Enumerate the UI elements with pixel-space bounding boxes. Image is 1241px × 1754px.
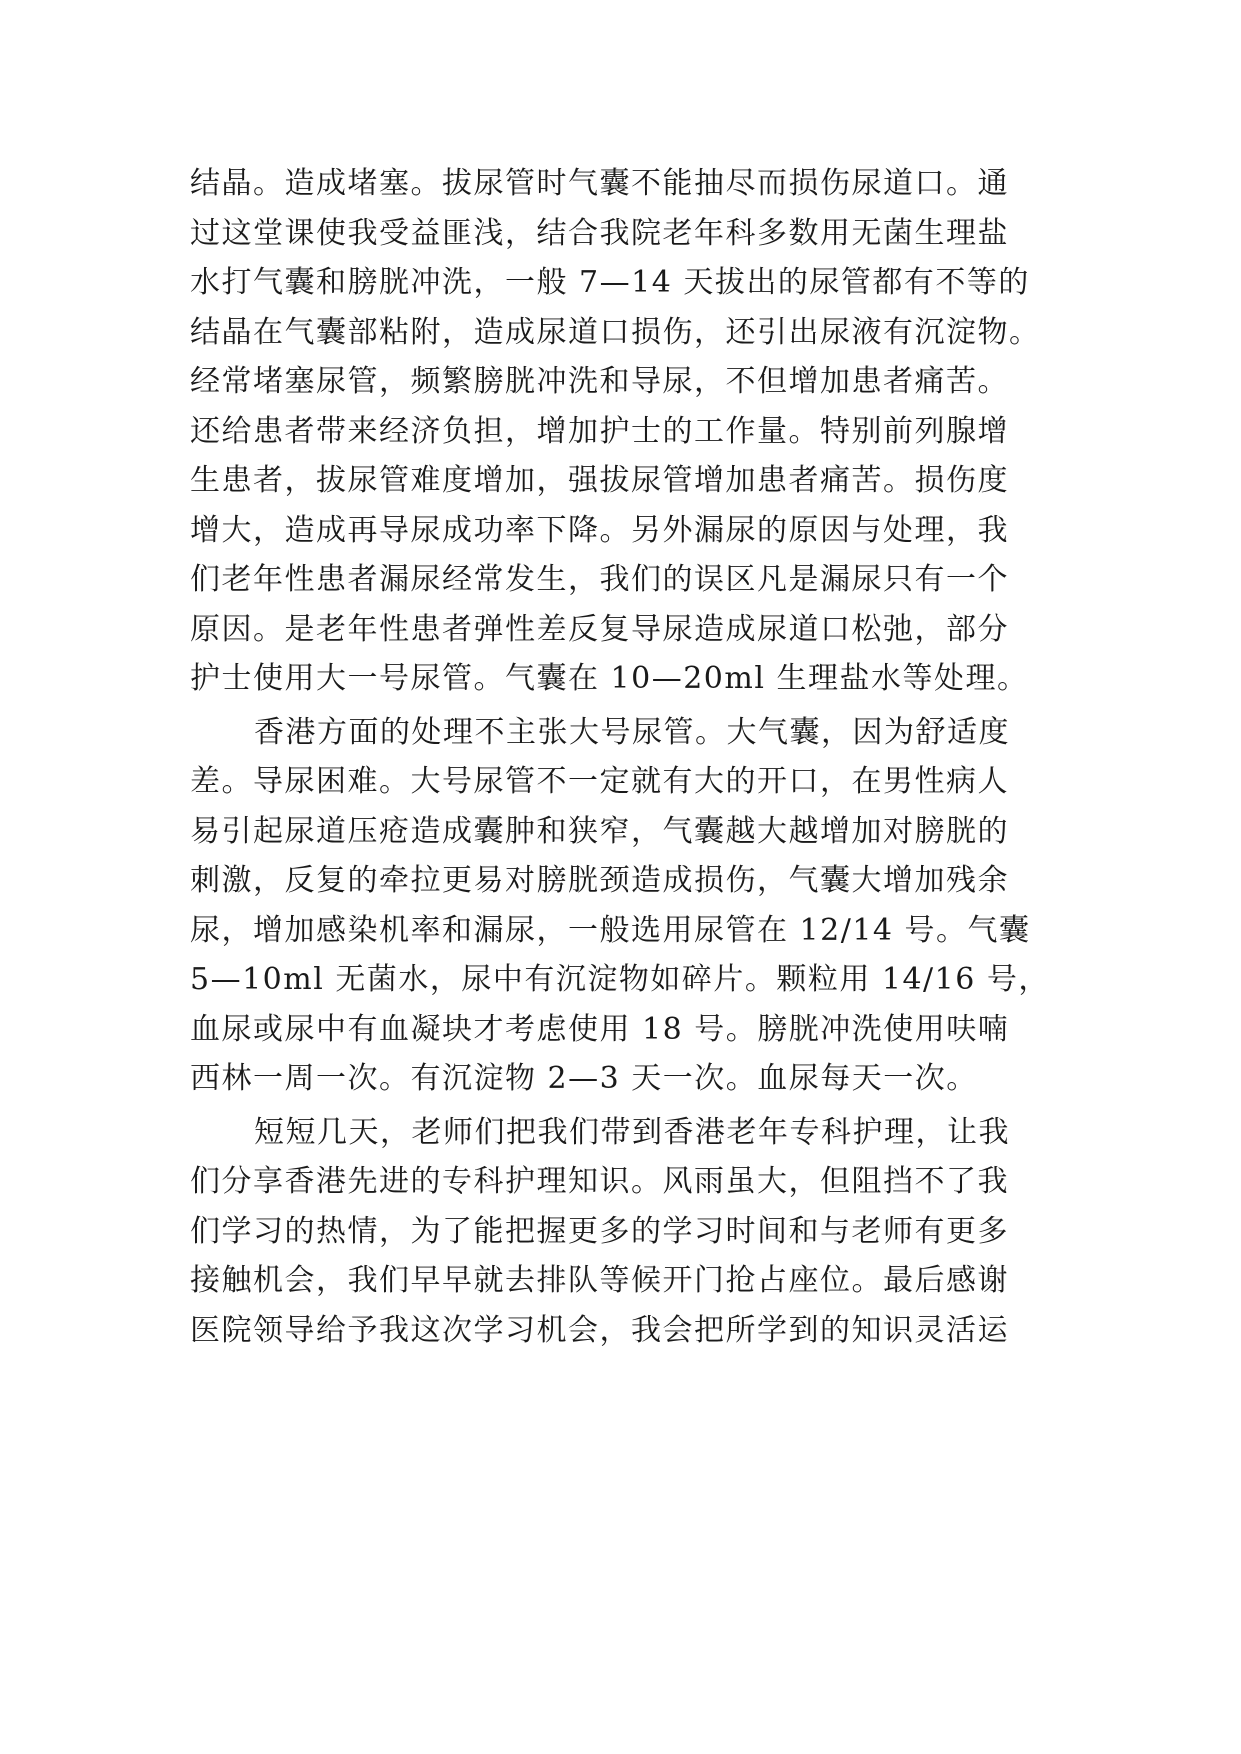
text-line: 原因。是老年性患者弹性差反复导尿造成尿道口松弛，部分 xyxy=(190,611,1009,647)
paragraph-start-line: 香港方面的处理不主张大号尿管。大气囊，因为舒适度 xyxy=(254,714,1010,750)
text-line: 医院领导给予我这次学习机会，我会把所学到的知识灵活运 xyxy=(190,1312,1009,1348)
text-line: 接触机会，我们早早就去排队等候开门抢占座位。最后感谢 xyxy=(190,1263,1009,1298)
text-line: 西林一周一次。有沉淀物 2—3 天一次。血尿每天一次。 xyxy=(190,1061,978,1096)
text-line: 刺激，反复的牵拉更易对膀胱颈造成损伤，气囊大增加残余 xyxy=(190,863,1009,898)
text-line: 护士使用大一号尿管。气囊在 10—20ml 生理盐水等处理。 xyxy=(190,661,1029,696)
text-line: 过这堂课使我受益匪浅，结合我院老年科多数用无菌生理盐 xyxy=(190,215,1009,251)
text-line: 经常堵塞尿管，频繁膀胱冲洗和导尿，不但增加患者痛苦。 xyxy=(190,364,1009,399)
text-line: 易引起尿道压疮造成囊肿和狭窄，气囊越大越增加对膀胱的 xyxy=(190,813,1009,849)
text-line: 血尿或尿中有血凝块才考虑使用 18 号。膀胱冲洗使用呋喃 xyxy=(190,1011,1010,1047)
text-line: 增大，造成再导尿成功率下降。另外漏尿的原因与处理，我 xyxy=(190,512,1009,548)
text-line: 尿，增加感染机率和漏尿，一般选用尿管在 12/14 号。气囊 xyxy=(190,912,1031,948)
text-line: 们老年性患者漏尿经常发生，我们的误区凡是漏尿只有一个 xyxy=(190,562,1009,597)
text-line: 结晶在气囊部粘附，造成尿道口损伤，还引出尿液有沉淀物。 xyxy=(190,314,1041,350)
text-line: 水打气囊和膀胱冲洗，一般 7—14 天拔出的尿管都有不等的 xyxy=(190,265,1030,300)
text-line: 结晶。造成堵塞。拔尿管时气囊不能抽尽而损伤尿道口。通 xyxy=(190,166,1009,201)
text-line: 差。导尿困难。大号尿管不一定就有大的开口，在男性病人 xyxy=(190,764,1009,799)
text-line: 们分享香港先进的专科护理知识。风雨虽大，但阻挡不了我 xyxy=(190,1164,1009,1199)
text-line: 们学习的热情，为了能把握更多的学习时间和与老师有更多 xyxy=(190,1213,1009,1249)
text-line: 生患者，拔尿管难度增加，强拔尿管增加患者痛苦。损伤度 xyxy=(190,463,1009,498)
body-text xyxy=(190,159,1060,1355)
paragraph-start-line: 短短几天，老师们把我们带到香港老年专科护理，让我 xyxy=(254,1114,1010,1150)
text-line: 5—10ml 无菌水，尿中有沉淀物如碎片。颗粒用 14/16 号， xyxy=(190,962,1050,997)
text-line: 还给患者带来经济负担，增加护士的工作量。特别前列腺增 xyxy=(190,413,1009,449)
